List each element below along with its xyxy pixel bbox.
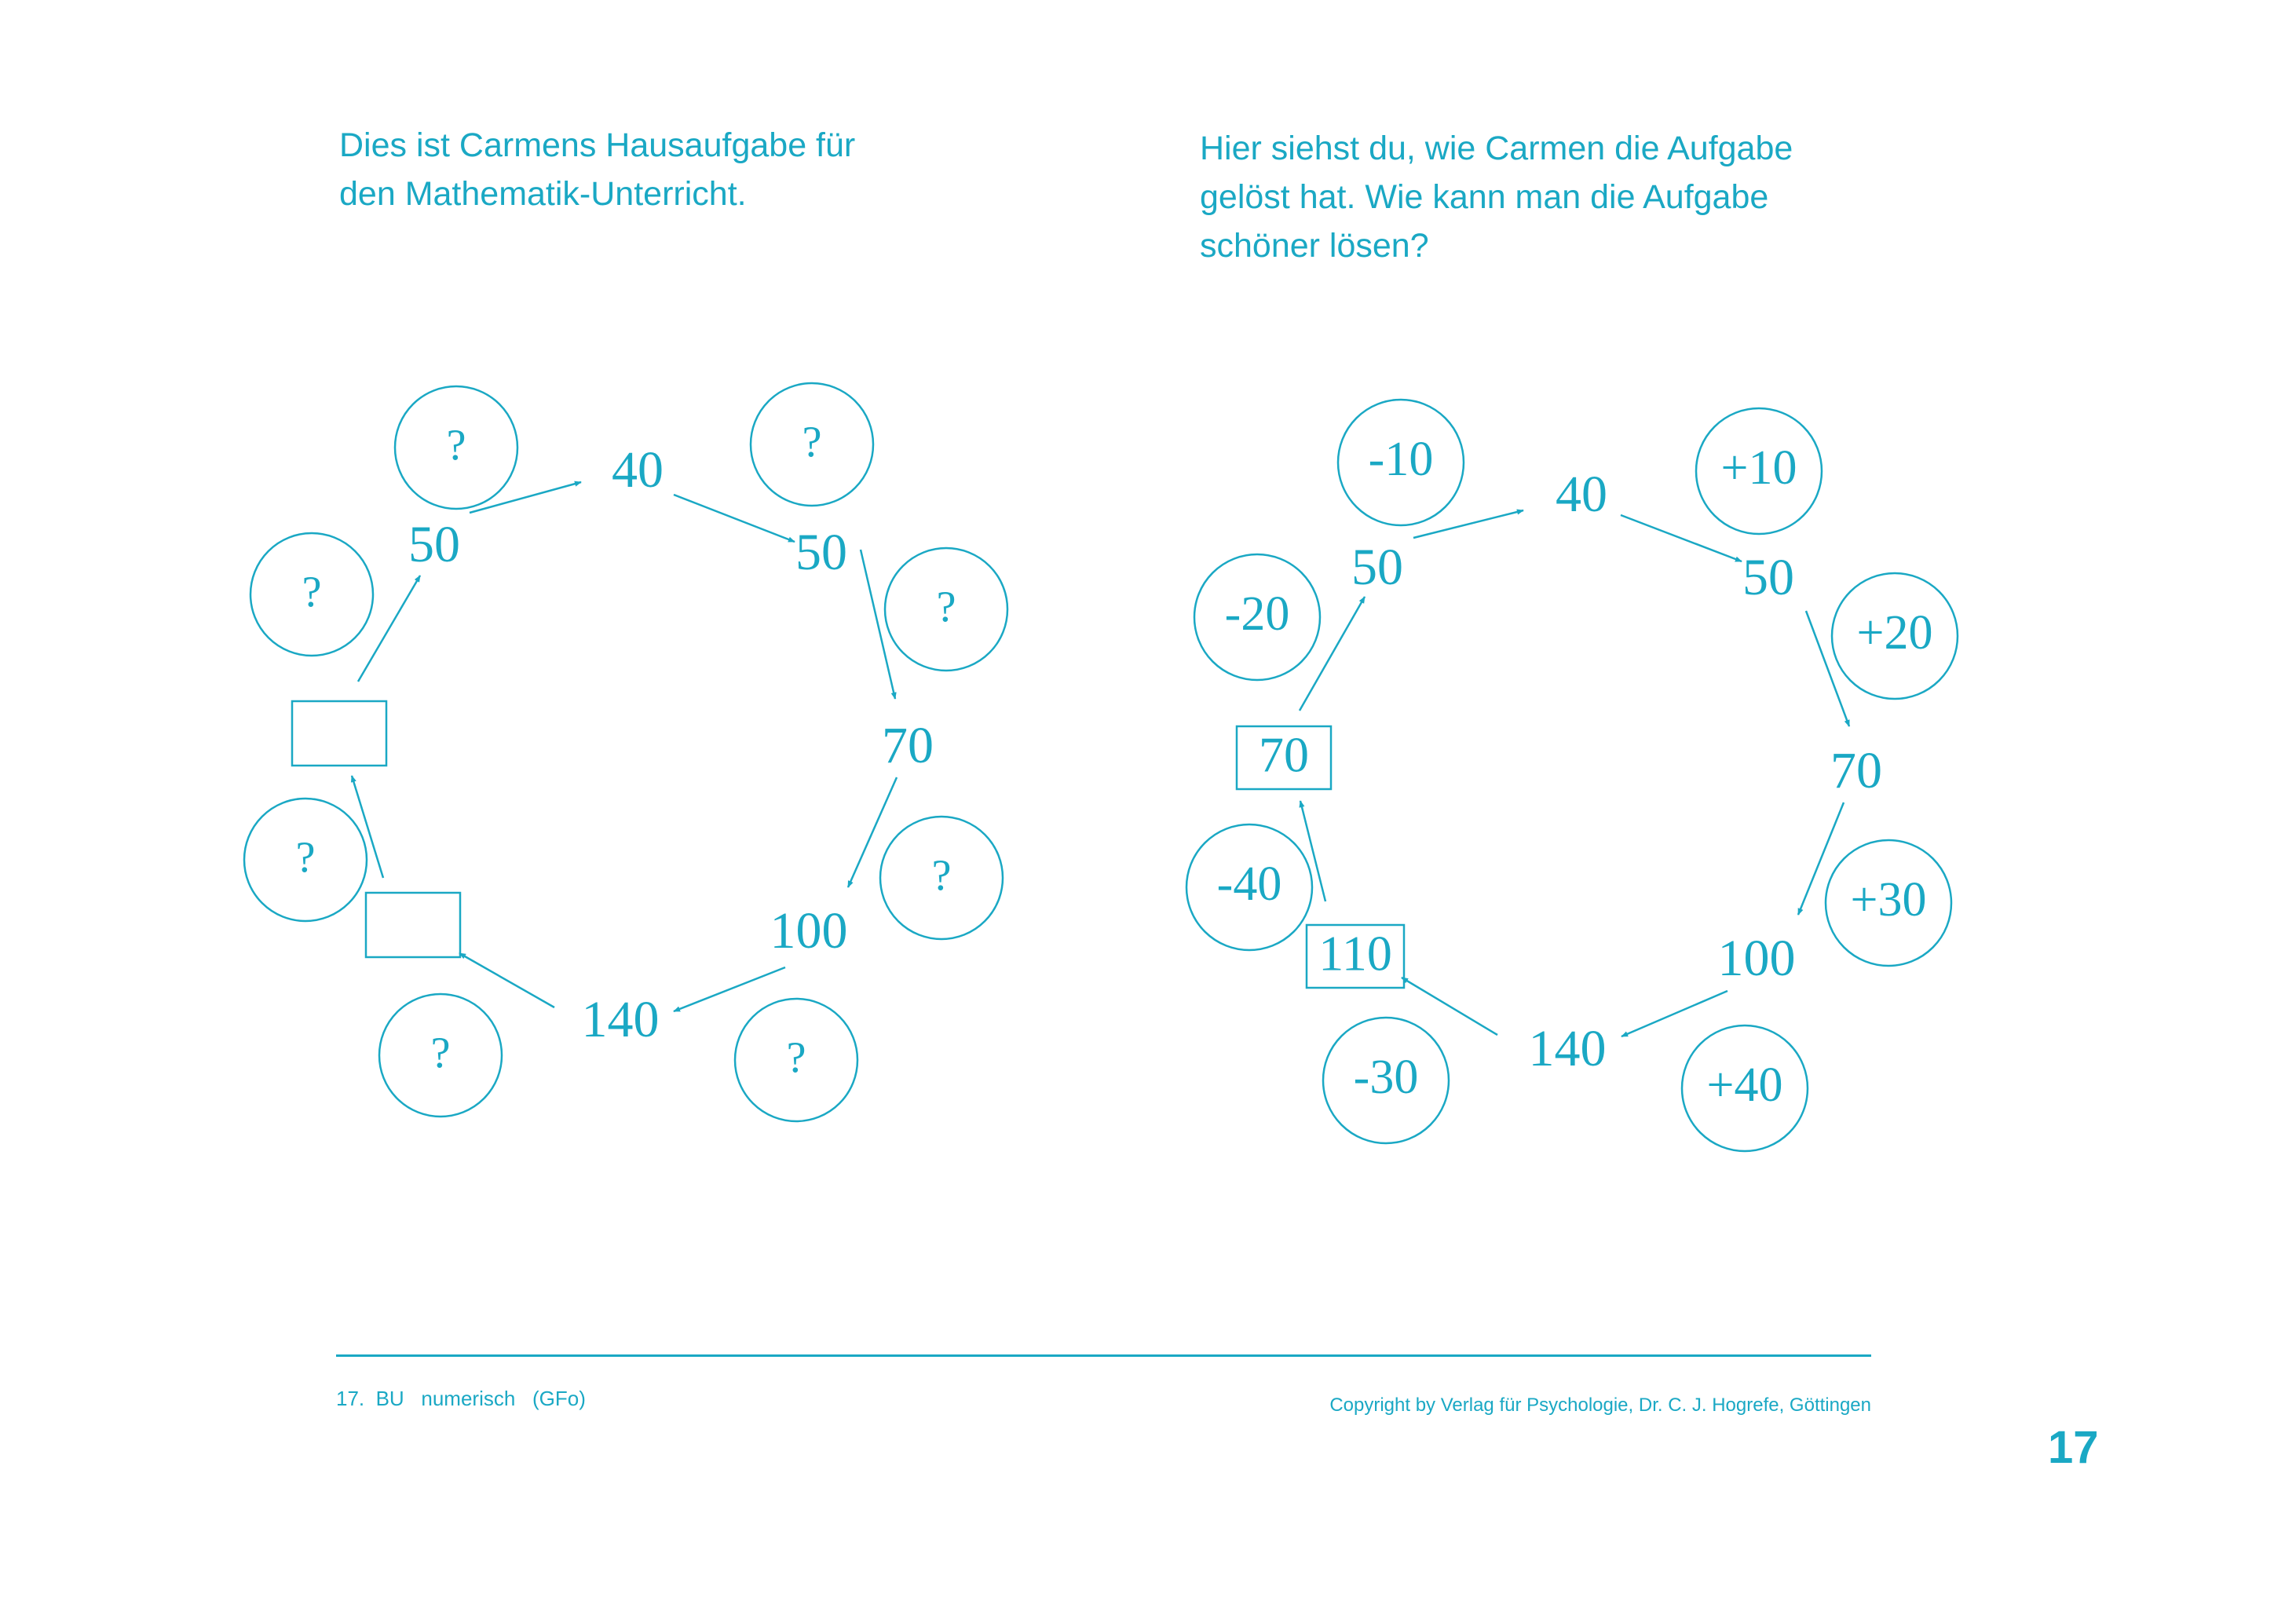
chain-number: 50 [1351, 539, 1403, 597]
arrow [674, 495, 795, 542]
operation-circle [751, 383, 873, 506]
arrow [470, 482, 581, 513]
operation-circle [379, 994, 502, 1117]
empty-answer-box [292, 701, 386, 766]
empty-answer-box [366, 893, 460, 957]
operation-label: ? [931, 850, 952, 900]
chain-number: 40 [612, 441, 664, 499]
chain-number: 70 [1830, 742, 1882, 800]
page-number: 17 [2048, 1422, 2099, 1473]
operation-circle [1696, 408, 1822, 534]
operation-label: ? [786, 1033, 806, 1082]
operation-circle [244, 799, 367, 921]
operation-circle [885, 548, 1007, 671]
operation-circle [735, 999, 857, 1121]
operation-label: ? [295, 832, 316, 882]
chain-number: 50 [1742, 549, 1794, 607]
operation-label: +30 [1850, 873, 1927, 927]
answer-box-value: 70 [1259, 726, 1309, 783]
left-answer-boxes [292, 701, 460, 957]
right-numbers [1351, 466, 1882, 1077]
left-intro-line: Dies ist Carmens Hausaufgabe für [339, 126, 856, 164]
arrow [459, 953, 554, 1007]
left-intro-line: den Mathematik-Unterricht. [339, 175, 747, 213]
arrow [1413, 510, 1523, 538]
operation-label: +20 [1856, 606, 1933, 660]
chain-number: 140 [581, 991, 660, 1049]
arrow [861, 550, 895, 699]
chain-number: 100 [770, 902, 848, 960]
right-number-chain [1186, 400, 1958, 1151]
operation-circle [1832, 573, 1958, 699]
operation-circle [395, 386, 517, 509]
left-numbers [408, 441, 934, 1048]
operation-label: ? [802, 417, 822, 466]
chain-number: 40 [1556, 466, 1607, 524]
right-intro-line: Hier siehst du, wie Carmen die Aufgabe [1200, 130, 1793, 167]
operation-circle [1682, 1025, 1808, 1151]
copyright-notice: Copyright by Verlag für Psychologie, Dr. C. J. Hogrefe, Göttingen [1329, 1395, 1871, 1416]
operation-circle [250, 533, 373, 656]
arrow [1806, 611, 1849, 726]
left-number-chain [244, 383, 1007, 1121]
chain-number: 140 [1528, 1020, 1607, 1078]
operation-label: -30 [1353, 1051, 1419, 1105]
operation-circle [1194, 554, 1320, 680]
chain-number: 50 [795, 524, 847, 582]
worksheet-code: 17. BU numerisch (GFo) [336, 1387, 586, 1410]
operation-circle [880, 817, 1003, 939]
operation-label: +10 [1720, 441, 1797, 495]
operation-label: ? [302, 567, 322, 616]
arrow [358, 576, 420, 682]
operation-circle [1323, 1018, 1449, 1143]
right-intro-line: gelöst hat. Wie kann man die Aufgabe [1200, 178, 1769, 216]
operation-label: -20 [1224, 587, 1290, 642]
operation-label: -10 [1368, 433, 1434, 487]
operation-label: ? [936, 582, 956, 631]
operation-label: ? [430, 1028, 451, 1077]
footer-divider [336, 1354, 1871, 1357]
right-intro-line: schöner lösen? [1200, 227, 1429, 265]
arrow [848, 777, 897, 887]
arrow [1621, 991, 1727, 1036]
arrow [1798, 802, 1844, 915]
operation-circle [1826, 840, 1951, 966]
chain-number: 100 [1717, 930, 1796, 988]
operation-circle [1186, 824, 1312, 950]
chain-number: 50 [408, 516, 460, 574]
operation-label: +40 [1706, 1058, 1783, 1113]
operation-label: -40 [1216, 857, 1282, 912]
operation-label: ? [446, 420, 466, 470]
operation-circle [1338, 400, 1464, 525]
chain-number: 70 [882, 717, 934, 775]
answer-box-value: 110 [1318, 925, 1392, 981]
